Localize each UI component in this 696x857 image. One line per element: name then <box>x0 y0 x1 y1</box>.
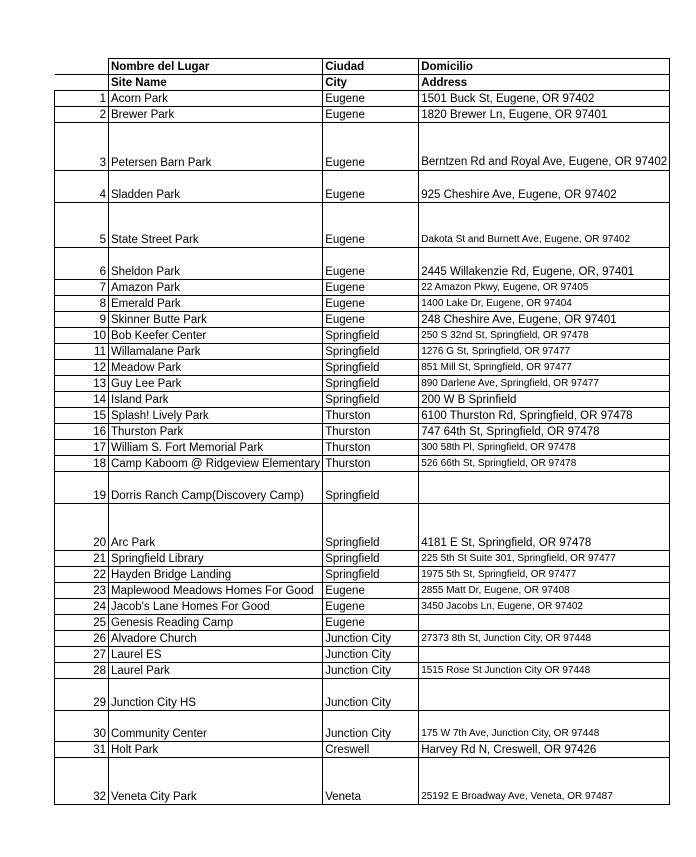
city-cell: Eugene <box>323 280 419 296</box>
site-name-cell: Skinner Butte Park <box>109 312 323 328</box>
site-name-cell: Veneta City Park <box>109 758 323 805</box>
address-cell <box>419 472 670 504</box>
address-cell: 4181 E St, Springfield, OR 97478 <box>419 504 670 551</box>
row-number: 31 <box>55 742 109 758</box>
site-name-cell: Arc Park <box>109 504 323 551</box>
city-cell: Junction City <box>323 663 419 679</box>
row-number: 10 <box>55 328 109 344</box>
table-row <box>55 647 670 663</box>
table-row <box>55 376 670 392</box>
site-name-cell: Community Center <box>109 711 323 742</box>
table-row <box>55 679 670 711</box>
table-row <box>55 742 670 758</box>
site-name-cell: Hayden Bridge Landing <box>109 567 323 583</box>
address-cell: 1515 Rose St Junction City OR 97448 <box>419 663 670 679</box>
site-name-cell: Acorn Park <box>109 91 323 107</box>
row-number: 2 <box>55 107 109 123</box>
address-cell: 6100 Thurston Rd, Springfield, OR 97478 <box>419 408 670 424</box>
table-row <box>55 203 670 248</box>
site-name-cell: William S. Fort Memorial Park <box>109 440 323 456</box>
site-name-cell: Amazon Park <box>109 280 323 296</box>
address-cell: 526 66th St, Springfield, OR 97478 <box>419 456 670 472</box>
table-row <box>55 758 670 805</box>
table-row <box>55 312 670 328</box>
city-cell: Thurston <box>323 456 419 472</box>
row-number: 14 <box>55 392 109 408</box>
row-number: 1 <box>55 91 109 107</box>
row-number: 18 <box>55 456 109 472</box>
site-name-cell: Splash! Lively Park <box>109 408 323 424</box>
site-name-cell: Island Park <box>109 392 323 408</box>
city-cell: Springfield <box>323 551 419 567</box>
site-name-cell: Springfield Library <box>109 551 323 567</box>
site-name-cell: Willamalane Park <box>109 344 323 360</box>
city-cell: Eugene <box>323 312 419 328</box>
row-number: 32 <box>55 758 109 805</box>
address-cell: 25192 E Broadway Ave, Veneta, OR 97487 <box>419 758 670 805</box>
site-name-cell: Sheldon Park <box>109 248 323 280</box>
address-cell: 1400 Lake Dr, Eugene, OR 97404 <box>419 296 670 312</box>
table-row <box>55 91 670 107</box>
table-row <box>55 711 670 742</box>
city-cell: Springfield <box>323 328 419 344</box>
city-cell: Junction City <box>323 631 419 647</box>
site-name-cell: Maplewood Meadows Homes For Good <box>109 583 323 599</box>
row-number: 24 <box>55 599 109 615</box>
city-cell: Junction City <box>323 679 419 711</box>
table-row <box>55 615 670 631</box>
table-row <box>55 280 670 296</box>
city-cell: Eugene <box>323 296 419 312</box>
header-row-spanish <box>55 59 670 75</box>
site-name-cell: Jacob's Lane Homes For Good <box>109 599 323 615</box>
site-name-cell: Guy Lee Park <box>109 376 323 392</box>
city-cell: Eugene <box>323 599 419 615</box>
city-cell: Springfield <box>323 344 419 360</box>
city-cell: Eugene <box>323 107 419 123</box>
row-number: 12 <box>55 360 109 376</box>
table-row <box>55 408 670 424</box>
table-row <box>55 567 670 583</box>
address-cell: Berntzen Rd and Royal Ave, Eugene, OR 97402 <box>419 123 670 171</box>
address-cell: 925 Cheshire Ave, Eugene, OR 97402 <box>419 171 670 203</box>
header-site-name: Site Name <box>109 75 323 91</box>
city-cell: Springfield <box>323 504 419 551</box>
row-number: 20 <box>55 504 109 551</box>
header-address: Address <box>419 75 670 91</box>
address-cell: 890 Darlene Ave, Springfield, OR 97477 <box>419 376 670 392</box>
table-row <box>55 328 670 344</box>
address-cell: Harvey Rd N, Creswell, OR 97426 <box>419 742 670 758</box>
row-number: 7 <box>55 280 109 296</box>
city-cell: Springfield <box>323 472 419 504</box>
row-number: 11 <box>55 344 109 360</box>
site-name-cell: Laurel Park <box>109 663 323 679</box>
city-cell: Eugene <box>323 123 419 171</box>
blank-corner-cell <box>55 59 109 75</box>
city-cell: Junction City <box>323 647 419 663</box>
blank-corner-cell <box>55 75 109 91</box>
row-number: 5 <box>55 203 109 248</box>
header-city-es: Ciudad <box>323 59 419 75</box>
header-address-es: Domicilio <box>419 59 670 75</box>
city-cell: Thurston <box>323 440 419 456</box>
table-row <box>55 171 670 203</box>
row-number: 8 <box>55 296 109 312</box>
row-number: 13 <box>55 376 109 392</box>
row-number: 17 <box>55 440 109 456</box>
address-cell: 200 W B Sprinfield <box>419 392 670 408</box>
address-cell <box>419 647 670 663</box>
address-cell: 747 64th St, Springfield, OR 97478 <box>419 424 670 440</box>
row-number: 6 <box>55 248 109 280</box>
table-row <box>55 248 670 280</box>
site-name-cell: Emerald Park <box>109 296 323 312</box>
table-row <box>55 504 670 551</box>
site-name-cell: Thurston Park <box>109 424 323 440</box>
table-row <box>55 631 670 647</box>
site-name-cell: Junction City HS <box>109 679 323 711</box>
site-name-cell: Holt Park <box>109 742 323 758</box>
site-name-cell: Meadow Park <box>109 360 323 376</box>
row-number: 16 <box>55 424 109 440</box>
site-name-cell: Dorris Ranch Camp(Discovery Camp) <box>109 472 323 504</box>
site-name-cell: Sladden Park <box>109 171 323 203</box>
table-row <box>55 360 670 376</box>
row-number: 3 <box>55 123 109 171</box>
table-row <box>55 456 670 472</box>
row-number: 9 <box>55 312 109 328</box>
header-row-english <box>55 75 670 91</box>
city-cell: Junction City <box>323 711 419 742</box>
city-cell: Veneta <box>323 758 419 805</box>
row-number: 4 <box>55 171 109 203</box>
address-cell: 27373 8th St, Junction City, OR 97448 <box>419 631 670 647</box>
address-cell: 1276 G St, Springfield, OR 97477 <box>419 344 670 360</box>
header-city: City <box>323 75 419 91</box>
row-number: 15 <box>55 408 109 424</box>
site-name-cell: Alvadore Church <box>109 631 323 647</box>
row-number: 21 <box>55 551 109 567</box>
table-row <box>55 599 670 615</box>
table-row <box>55 123 670 171</box>
city-cell: Eugene <box>323 171 419 203</box>
site-name-cell: State Street Park <box>109 203 323 248</box>
city-cell: Thurston <box>323 424 419 440</box>
address-cell: 1501 Buck St, Eugene, OR 97402 <box>419 91 670 107</box>
address-cell: 1820 Brewer Ln, Eugene, OR 97401 <box>419 107 670 123</box>
address-cell <box>419 615 670 631</box>
row-number: 28 <box>55 663 109 679</box>
table-row <box>55 663 670 679</box>
row-number: 26 <box>55 631 109 647</box>
city-cell: Eugene <box>323 615 419 631</box>
row-number: 23 <box>55 583 109 599</box>
table-row <box>55 107 670 123</box>
address-cell: 2445 Willakenzie Rd, Eugene, OR, 97401 <box>419 248 670 280</box>
table-row <box>55 472 670 504</box>
header-site-name-es: Nombre del Lugar <box>109 59 323 75</box>
table-row <box>55 392 670 408</box>
table-row <box>55 551 670 567</box>
address-cell: 3450 Jacobs Ln, Eugene, OR 97402 <box>419 599 670 615</box>
site-name-cell: Camp Kaboom @ Ridgeview Elementary <box>109 456 323 472</box>
site-name-cell: Brewer Park <box>109 107 323 123</box>
table-row <box>55 296 670 312</box>
city-cell: Thurston <box>323 408 419 424</box>
city-cell: Eugene <box>323 248 419 280</box>
address-cell: 250 S 32nd St, Springfield, OR 97478 <box>419 328 670 344</box>
address-cell: 2855 Matt Dr, Eugene, OR 97408 <box>419 583 670 599</box>
table-row <box>55 583 670 599</box>
address-cell: 851 Mill St, Springfield, OR 97477 <box>419 360 670 376</box>
row-number: 30 <box>55 711 109 742</box>
address-cell: 175 W 7th Ave, Junction City, OR 97448 <box>419 711 670 742</box>
address-cell: 248 Cheshire Ave, Eugene, OR 97401 <box>419 312 670 328</box>
table-row <box>55 440 670 456</box>
city-cell: Springfield <box>323 376 419 392</box>
address-cell: 22 Amazon Pkwy, Eugene, OR 97405 <box>419 280 670 296</box>
site-name-cell: Genesis Reading Camp <box>109 615 323 631</box>
address-cell <box>419 679 670 711</box>
city-cell: Creswell <box>323 742 419 758</box>
city-cell: Eugene <box>323 91 419 107</box>
table-row <box>55 344 670 360</box>
city-cell: Eugene <box>323 203 419 248</box>
address-cell: 225 5th St Suite 301, Springfield, OR 97477 <box>419 551 670 567</box>
row-number: 27 <box>55 647 109 663</box>
sites-table <box>54 58 670 805</box>
city-cell: Springfield <box>323 392 419 408</box>
city-cell: Eugene <box>323 583 419 599</box>
row-number: 25 <box>55 615 109 631</box>
city-cell: Springfield <box>323 360 419 376</box>
site-name-cell: Bob Keefer Center <box>109 328 323 344</box>
address-cell: Dakota St and Burnett Ave, Eugene, OR 97402 <box>419 203 670 248</box>
row-number: 29 <box>55 679 109 711</box>
site-name-cell: Petersen Barn Park <box>109 123 323 171</box>
row-number: 22 <box>55 567 109 583</box>
address-cell: 1975 5th St, Springfield, OR 97477 <box>419 567 670 583</box>
table-row <box>55 424 670 440</box>
address-cell: 300 58th Pl, Springfield, OR 97478 <box>419 440 670 456</box>
row-number: 19 <box>55 472 109 504</box>
city-cell: Springfield <box>323 567 419 583</box>
site-name-cell: Laurel ES <box>109 647 323 663</box>
